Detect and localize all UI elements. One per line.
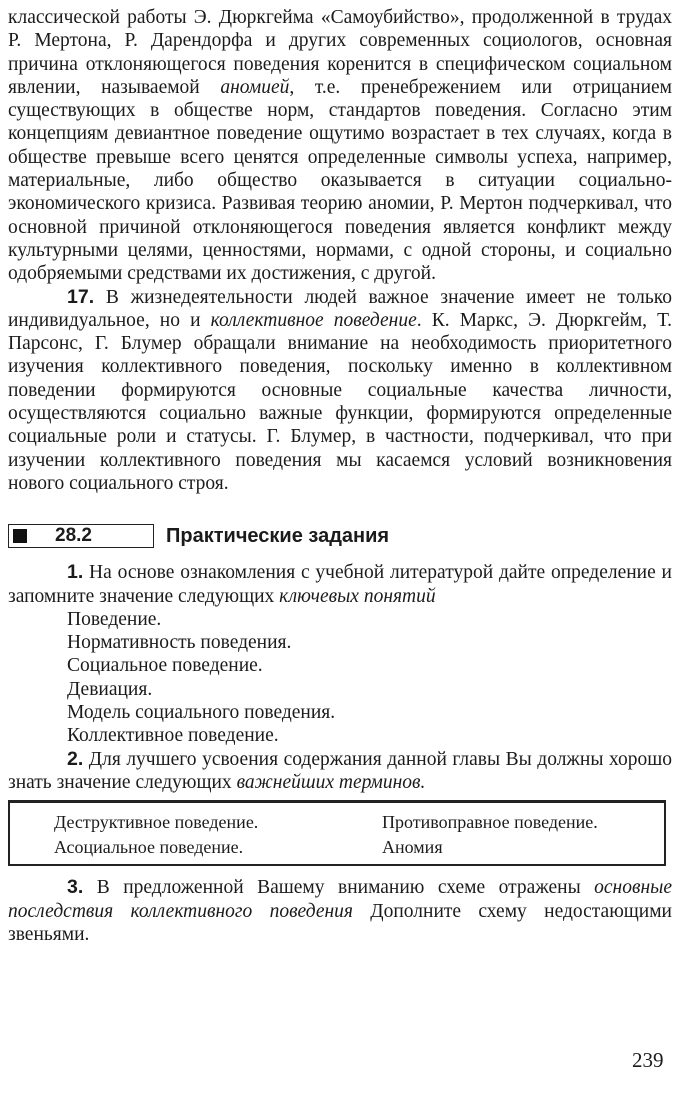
paragraph-text: , т.е. пренебрежением или отрицанием существующих в обществе норм, стандартов поведения. Согласно этим концепциям девиантное поведение ощутимо возрастает в тех случаях, когда в обществе превыше всего ценятся определенные символы успеха, например, материальные, либо общество оказывается в ситуации социально-экономического кризиса. Развивая теорию аномии, Р. Мертон подчеркивал, что основной причиной отклоняющегося поведения является конфликт между культурными целями, ценностями, нормами, с одной стороны, и социально одобряемыми средствами их достижения, с другой.: [8, 76, 672, 285]
task-number: 1.: [67, 561, 84, 584]
task-3: [8, 876, 672, 946]
page-number: 239: [632, 1048, 664, 1072]
table-row: [54, 810, 664, 835]
table-cell: Деструктивное поведение.: [54, 812, 259, 833]
key-concepts-list: [8, 608, 672, 748]
table-cell: Асоциальное поведение.: [54, 837, 244, 858]
italic-term: ключевых понятий: [279, 585, 436, 607]
italic-term: коллективное поведение: [210, 309, 417, 331]
task-text: На основе ознакомления с учебной литературой дайте определение и запомните значение следующих: [8, 562, 672, 607]
italic-term: важнейших терминов.: [236, 771, 426, 793]
list-item: Нормативность поведения.: [67, 632, 292, 654]
paragraph-text: В жизнедеятельности людей важное значение имеет не только индивидуальное, но и: [8, 286, 672, 331]
terms-table: [8, 800, 666, 866]
task-number: 2.: [67, 747, 84, 770]
paragraph-anomie: [8, 6, 672, 286]
list-item: Поведение.: [67, 608, 162, 630]
task-text: Дополните схему недостающими звеньями.: [8, 900, 672, 945]
section-title: Практические задания: [166, 524, 390, 547]
square-icon: [13, 529, 27, 543]
paragraph-text: . К. Маркс, Э. Дюркгейм, Т. Парсонс, Г. Блумер обращали внимание на необходимость приоритетного изучения коллективного поведения, поскольку именно в коллективном поведении формируются основные социальные качества личности, осуществляются социально важные функции, формируются определенные социальные роли и статусы. Г. Блумер, в частности, подчеркивал, что при изучении коллективного поведения мы касаемся условий возникновения нового социального строя.: [8, 309, 672, 494]
task-text: Для лучшего усвоения содержания данной главы Вы должны хорошо знать значение следующих: [8, 748, 672, 793]
paragraph-text: классической работы Э. Дюркгейма «Самоубийство», продолженной в трудах Р. Мертона, Р. Дарендорфа и других современных социологов, основная причина отклоняющегося поведения коренится в специфическом социальном явлении, называемой: [8, 7, 672, 98]
table-row: [54, 835, 664, 860]
list-item: Девиация.: [67, 678, 153, 700]
section-number-box: [8, 524, 154, 548]
paragraph-number: 17.: [67, 285, 95, 308]
table-cell: Противоправное поведение.: [382, 812, 598, 833]
section-heading: [8, 524, 672, 548]
section-number: 28.2: [55, 525, 92, 547]
list-item: Коллективное поведение.: [67, 725, 279, 747]
table-cell: Аномия: [382, 837, 443, 858]
task-1: [8, 561, 672, 608]
task-text: В предложенной Вашему вниманию схеме отражены: [83, 877, 595, 899]
page: [8, 6, 672, 946]
task-2: [8, 748, 672, 795]
task-number: 3.: [67, 876, 84, 899]
italic-term: основные последствия коллективного поведения: [8, 877, 672, 922]
list-item: Модель социального поведения.: [67, 702, 336, 724]
paragraph-17: [8, 286, 672, 496]
list-item: Социальное поведение.: [67, 655, 263, 677]
italic-term: аномией: [220, 76, 290, 98]
